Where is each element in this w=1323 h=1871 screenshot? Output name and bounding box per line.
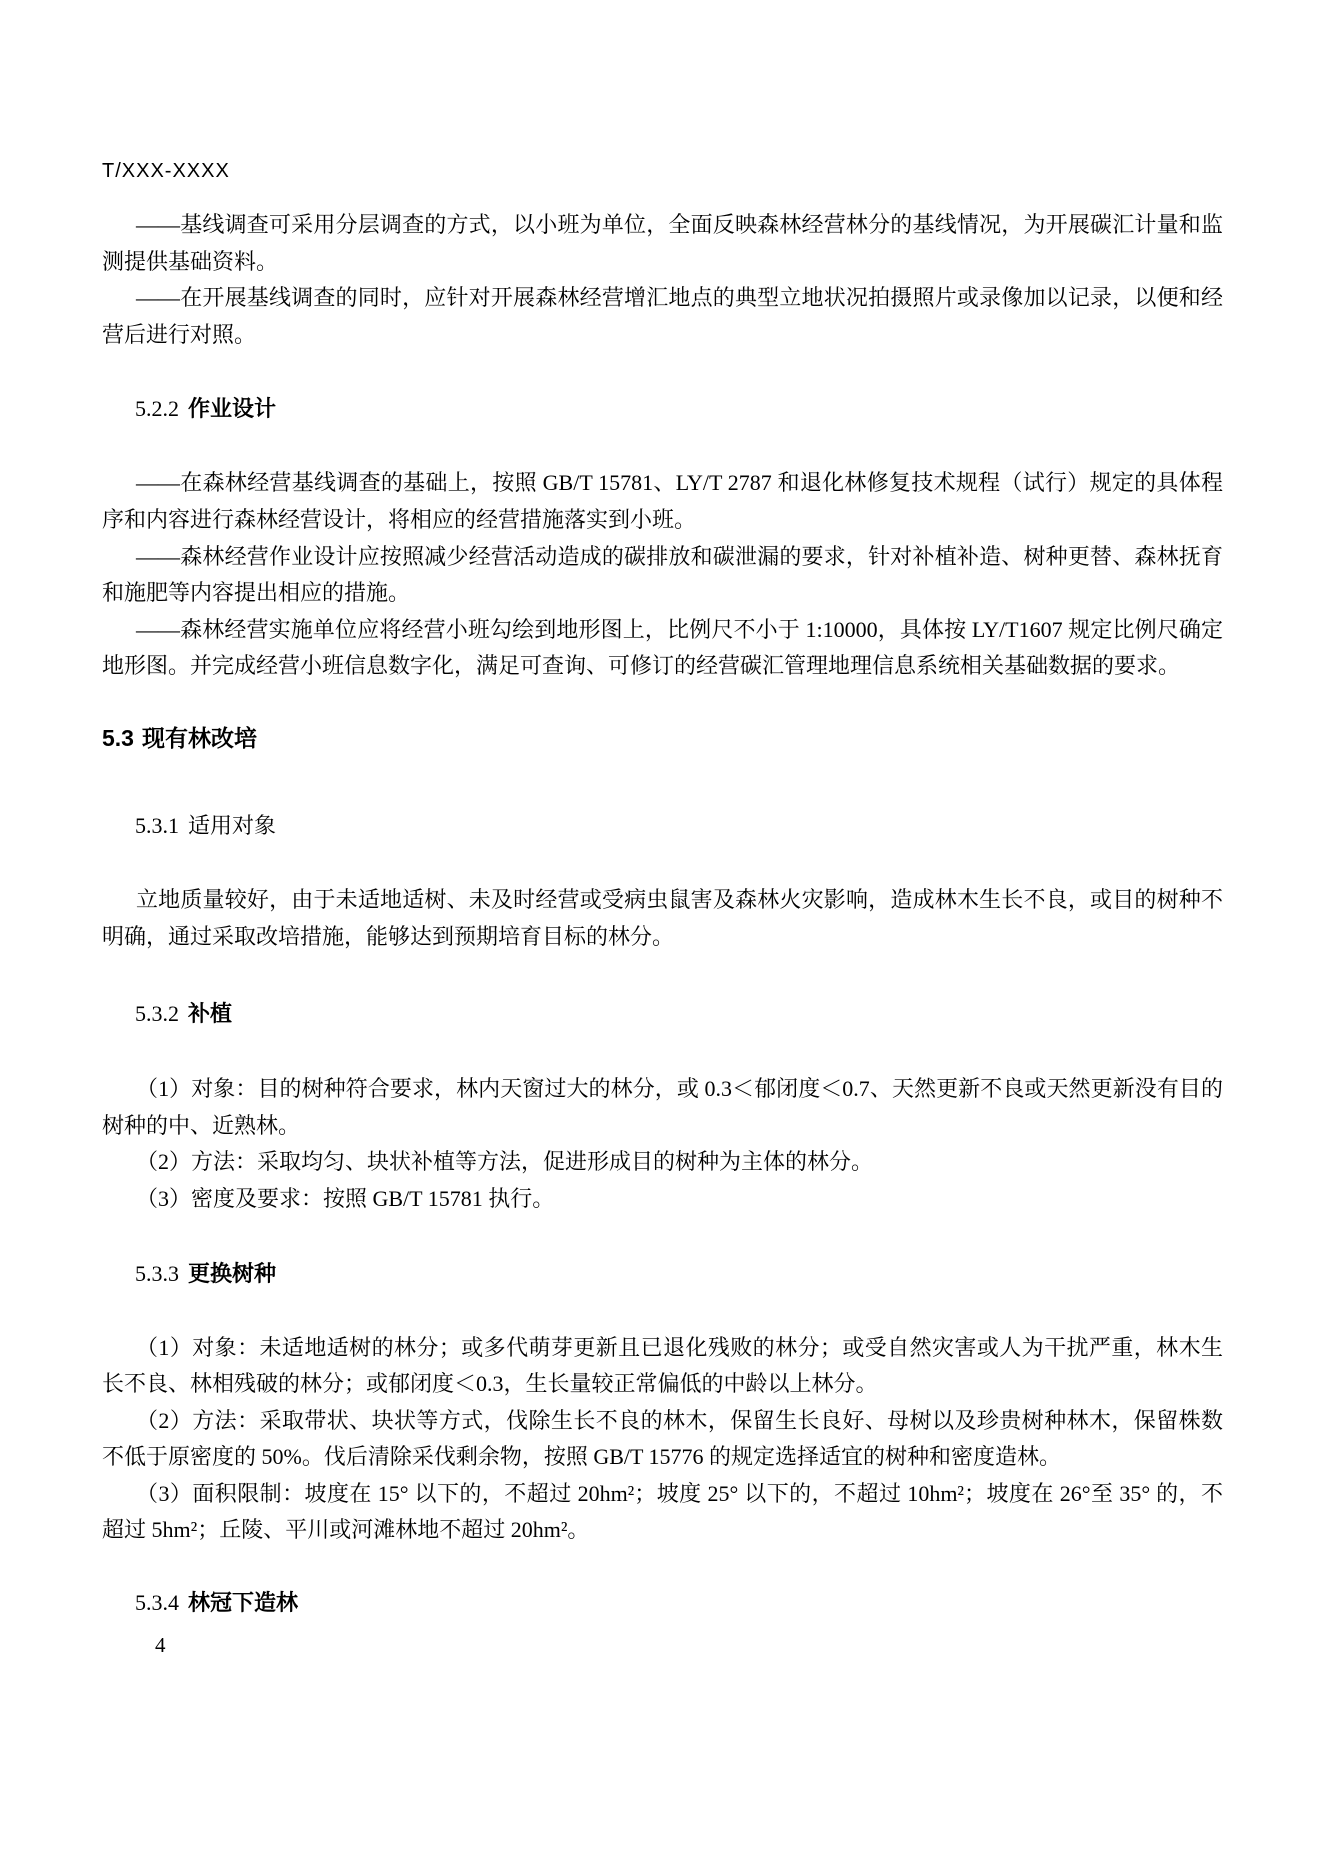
- body-paragraph: （1）对象：未适地适树的林分；或多代萌芽更新且已退化残败的林分；或受自然灾害或人为干扰严重，林木生长不良、林相残破的林分；或郁闭度＜0.3，生长量较正常偏低的中龄以上林分。: [102, 1334, 1223, 1397]
- section-heading-5-3-3: [102, 1255, 1223, 1292]
- section-title: 作业设计: [188, 396, 277, 422]
- body-paragraph: （2）方法：采取均匀、块状补植等方法，促进形成目的树种为主体的林分。: [136, 1149, 874, 1175]
- section-heading-5-3-1: [102, 807, 1223, 844]
- section-title: 更换树种: [188, 1260, 277, 1286]
- body-paragraph: （3）密度及要求：按照 GB/T 15781 执行。: [136, 1185, 555, 1211]
- body-paragraph: ——在开展基线调查的同时，应针对开展森林经营增汇地点的典型立地状况拍摄照片或录像加以记录，以便和经营后进行对照。: [102, 285, 1223, 347]
- section-number: 5.3.3: [135, 1260, 179, 1286]
- body-paragraph: ——基线调查可采用分层调查的方式，以小班为单位，全面反映森林经营林分的基线情况，为开展碳汇计量和监测提供基础资料。: [102, 212, 1223, 274]
- body-paragraph: ——森林经营作业设计应按照减少经营活动造成的碳排放和碳泄漏的要求，针对补植补造、树种更替、森林抚育和施肥等内容提出相应的措施。: [102, 543, 1223, 606]
- section-number: 5.3: [102, 724, 134, 751]
- body-paragraph: （3）面积限制：坡度在 15° 以下的，不超过 20hm²；坡度 25° 以下的，不超过 10hm²；坡度在 26°至 35° 的，不超过 5hm²；丘陵、平川或河滩林地不超过 20hm²。: [102, 1480, 1223, 1543]
- body-paragraph: 立地质量较好，由于未适地适树、未及时经营或受病虫鼠害及森林火灾影响，造成林木生长不良，或目的树种不明确，通过采取改培措施，能够达到预期培育目标的林分。: [102, 886, 1223, 949]
- section-heading-5-3-2: [102, 995, 1223, 1032]
- doc-code: T/XXX-XXXX: [102, 160, 230, 182]
- body-paragraph: ——在森林经营基线调查的基础上，按照 GB/T 15781、LY/T 2787 和退化林修复技术规程（试行）规定的具体程序和内容进行森林经营设计，将相应的经营措施落实到小班。: [102, 470, 1223, 532]
- section-heading-5-2-2: [102, 390, 1223, 427]
- body-paragraph: （2）方法：采取带状、块状等方式，伐除生长不良的林木，保留生长良好、母树以及珍贵树种林木，保留株数不低于原密度的 50%。伐后清除采伐剩余物，按照 GB/T 15776 的规定选择适宜的树种和密度造林。: [102, 1407, 1223, 1470]
- section-title: 补植: [188, 1001, 233, 1027]
- section-number: 5.3.1: [135, 812, 179, 838]
- section-heading-5-3-4: [102, 1584, 1223, 1621]
- section-title: 林冠下造林: [188, 1590, 299, 1616]
- page-number: 4: [155, 1633, 166, 1658]
- section-number: 5.3.4: [135, 1590, 179, 1616]
- section-heading-5-3: [102, 719, 1223, 757]
- section-number: 5.3.2: [135, 1001, 179, 1027]
- section-title: 适用对象: [188, 812, 277, 838]
- section-title: 现有林改培: [141, 724, 257, 751]
- body-paragraph: （1）对象：目的树种符合要求，林内天窗过大的林分，或 0.3＜郁闭度＜0.7、天然更新不良或天然更新没有目的树种的中、近熟林。: [102, 1076, 1223, 1138]
- section-number: 5.2.2: [135, 396, 179, 422]
- body-paragraph: ——森林经营实施单位应将经营小班勾绘到地形图上，比例尺不小于 1:10000，具体按 LY/T1607 规定比例尺确定地形图。并完成经营小班信息数字化，满足可查询、可修订的经营碳汇管理地理信息系统相关基础数据的要求。: [102, 616, 1223, 679]
